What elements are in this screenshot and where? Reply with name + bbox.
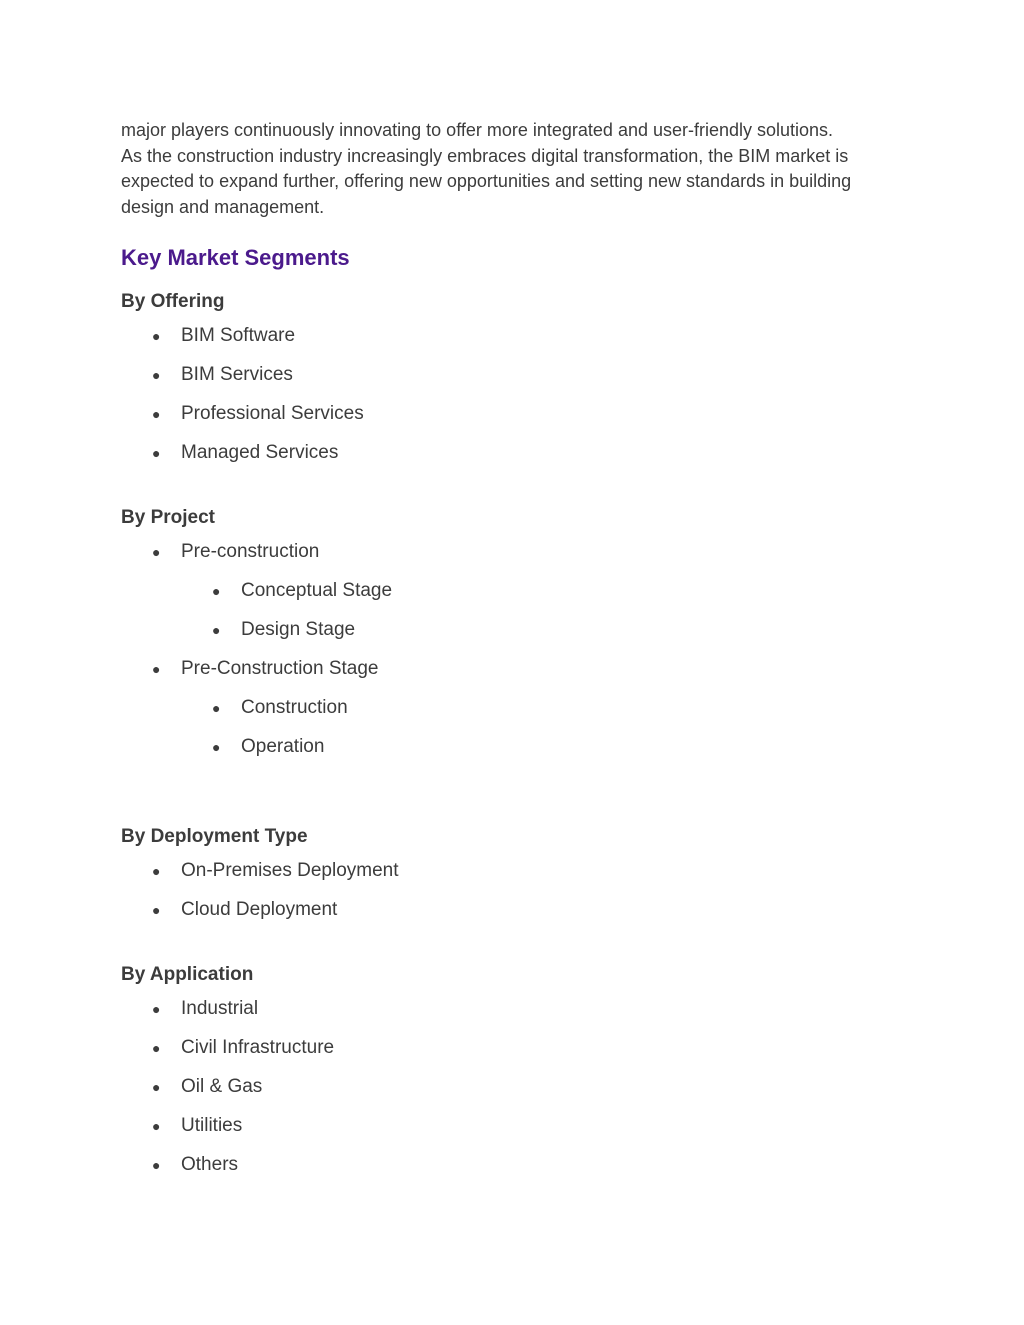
bullet-icon: ● [212,699,221,716]
bullet-icon: ● [152,1117,161,1134]
bullet-icon: ● [152,1000,161,1017]
group-heading: By Offering [121,290,225,312]
sub-list-item [121,579,921,603]
bullet-icon: ● [152,405,161,422]
list-item [121,1114,921,1138]
list-item-label: Operation [241,735,325,757]
bullet-icon: ● [152,862,161,879]
group-offering [121,290,921,465]
list-item [121,859,921,883]
bullet-icon: ● [152,366,161,383]
list-item-label: Professional Services [181,402,364,424]
bullet-icon: ● [212,582,221,599]
bullet-icon: ● [152,1039,161,1056]
bullet-icon: ● [212,621,221,638]
intro-line: major players continuously innovating to offer more integrated and user-friendly solutions. [121,120,834,140]
bullet-icon: ● [152,1078,161,1095]
bullet-icon: ● [152,1156,161,1173]
intro-paragraph [121,118,921,221]
intro-line: design and management. [121,197,325,218]
bullet-icon: ● [152,327,161,344]
group-heading: By Application [121,963,254,985]
bullet-icon: ● [152,444,161,461]
list-item [121,898,921,922]
group-deployment-type [121,825,921,922]
list-item [121,657,921,681]
group-heading: By Project [121,506,215,528]
project-list [121,540,921,759]
list-item [121,1153,921,1177]
bullet-icon: ● [152,901,161,918]
list-item [121,324,921,348]
intro-line: As the construction industry increasingly embraces digital transformation, the BIM market is [121,145,849,166]
offering-list [121,324,921,465]
group-application [121,963,921,1177]
group-heading: By Deployment Type [121,825,308,847]
list-item-label: BIM Services [181,363,293,385]
list-item-label: Managed Services [181,441,339,463]
list-item-label: Civil Infrastructure [181,1036,335,1058]
application-list [121,997,921,1177]
sub-list-item [121,735,921,759]
sub-list-item [121,618,921,642]
list-item [121,363,921,387]
list-item-label: Oil & Gas [181,1075,263,1097]
list-item-label: Industrial [181,997,259,1019]
section-title: Key Market Segments [121,244,350,270]
list-item [121,441,921,465]
list-item [121,1075,921,1099]
bullet-icon: ● [212,738,221,755]
list-item-label: Conceptual Stage [241,579,393,601]
bullet-icon: ● [152,660,161,677]
sub-list-item [121,696,921,720]
list-item-label: Pre-Construction Stage [181,657,379,679]
bullet-icon: ● [152,543,161,560]
list-item [121,540,921,564]
intro-line: expected to expand further, offering new opportunities and setting new standards in building [121,171,852,192]
list-item-label: Construction [241,696,348,718]
list-item-label: On-Premises Deployment [181,859,399,881]
list-item [121,402,921,426]
group-project [121,506,921,759]
list-item-label: BIM Software [181,324,296,346]
list-item-label: Cloud Deployment [181,898,338,920]
document-page [121,118,921,1177]
list-item-label: Design Stage [241,618,356,640]
list-item-label: Others [181,1153,239,1175]
list-item [121,1036,921,1060]
list-item-label: Utilities [181,1114,243,1136]
deployment-list [121,859,921,922]
list-item [121,997,921,1021]
list-item-label: Pre-construction [181,540,320,562]
